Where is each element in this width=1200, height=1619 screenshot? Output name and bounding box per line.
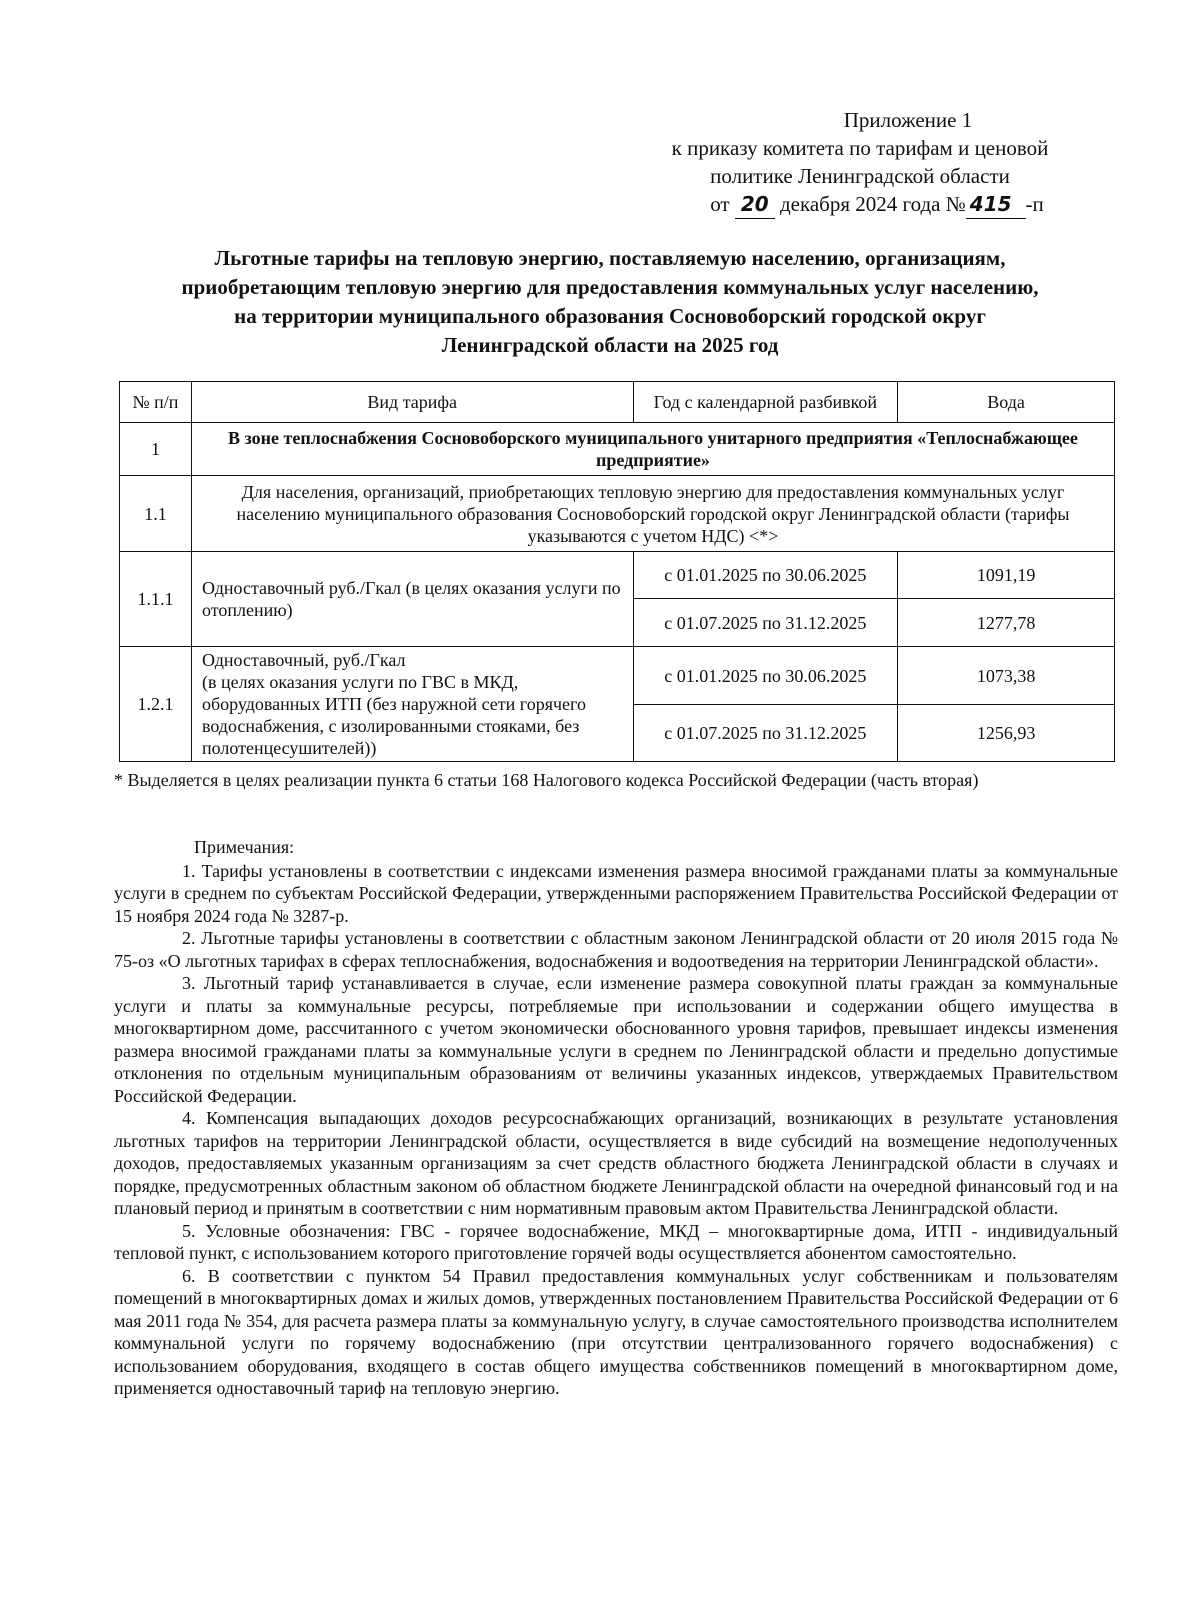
tariff-period: с 01.07.2025 по 31.12.2025 xyxy=(633,705,898,762)
tariff-period: с 01.01.2025 по 30.06.2025 xyxy=(633,647,898,705)
appendix-header xyxy=(600,106,1120,219)
row-num: 1.2.1 xyxy=(120,647,192,762)
note-item: 3. Льготный тариф устанавливается в случае, если изменение размера совокупной платы граждан за коммунальные услуги и платы за коммунальные ресурсы, потребляемые при использовании и содержании общего имущества в многоквартирном доме, рассчитанного с учетом экономически обоснованного уровня тарифов, превышает индексы изменения размера вносимой гражданами платы за коммунальные услуги в среднем по Ленинградской области и предельно допустимые отклонения по отдельным муниципальным образованиям от величины указанных индексов, утверждаемых Правительством Российской Федерации. xyxy=(114,973,1118,1106)
tariff-table xyxy=(119,381,1115,762)
supplier-zone: В зоне теплоснабжения Сосновоборского муниципального унитарного предприятия «Теплоснабжающее предприятие» xyxy=(191,423,1114,476)
note-item: 1. Тарифы установлены в соответствии с индексами изменения размера вносимой гражданами платы за коммунальные услуги в среднем по субъектам Российской Федерации, утвержденными распоряжением Правительства Российской Федерации от 15 ноября 2024 года № 3287-р. xyxy=(114,860,1118,926)
handwritten-order-number: 415 xyxy=(966,190,1026,219)
header-num: № п/п xyxy=(120,382,192,423)
table-row xyxy=(120,423,1115,476)
title-line: приобретающим тепловую энергию для предоставления коммунальных услуг населению, xyxy=(181,275,1039,299)
date-prefix: от xyxy=(710,192,730,216)
row-num: 1 xyxy=(120,423,192,476)
tariff-value: 1073,38 xyxy=(898,647,1115,705)
table-row xyxy=(120,552,1115,599)
notes-title: Примечания: xyxy=(194,837,295,857)
tariff-description xyxy=(191,647,633,762)
note-item: 2. Льготные тарифы установлены в соответствии с областным законом Ленинградской области от 20 июля 2015 года № 75-оз «О льготных тарифах в сферах теплоснабжения, водоснабжения и водоотведения на территории Ленинградской области». xyxy=(114,928,1118,971)
header-type: Вид тарифа xyxy=(191,382,633,423)
handwritten-day: 20 xyxy=(735,190,775,219)
note-item: 6. В соответствии с пунктом 54 Правил предоставления коммунальных услуг собственникам и пользователям помещений в многоквартирных домах и жилых домов, утвержденных постановлением Правительства Российской Федерации от 6 мая 2011 года № 354, для расчета размера платы за коммунальную услугу, в случае самостоятельного производства исполнителем коммунальной услуги по горячему водоснабжению (при отсутствии централизованного горячего водоснабжения) с использованием оборудования, входящего в состав общего имущества собственников помещений в многоквартирном доме, применяется одноставочный тариф на тепловую энергию. xyxy=(114,1265,1118,1398)
order-reference-line: к приказу комитета по тарифам и ценовой xyxy=(671,136,1049,160)
tariff-description-line: (в целях оказания услуги по ГВС в МКД, оборудованных ИТП (без наружной сети горячего водоснабжения, с изолированными стояками, без полотенцесушителей)) xyxy=(201,672,586,758)
title-line: Льготные тарифы на тепловую энергию, поставляемую населению, организациям, xyxy=(214,246,1006,270)
order-date-line xyxy=(600,190,1120,219)
tariff-period: с 01.07.2025 по 31.12.2025 xyxy=(633,599,898,647)
row-num: 1.1 xyxy=(120,476,192,552)
committee-line: политике Ленинградской области xyxy=(710,164,1010,188)
tariff-value: 1277,78 xyxy=(898,599,1115,647)
row-num: 1.1.1 xyxy=(120,552,192,647)
order-suffix: -п xyxy=(1025,192,1044,216)
date-middle: декабря 2024 года № xyxy=(779,192,966,216)
tariff-description: Одноставочный руб./Гкал (в целях оказания услуги по отоплению) xyxy=(191,552,633,647)
appendix-label: Приложение 1 xyxy=(843,108,973,132)
table-row xyxy=(120,647,1115,705)
notes-section xyxy=(114,836,1118,1400)
note-item: 5. Условные обозначения: ГВС - горячее водоснабжение, МКД – многоквартирные дома, ИТП - индивидуальный тепловой пункт, с использованием которого приготовление горячей воды осуществляется абонентом самостоятельно. xyxy=(114,1220,1118,1263)
header-period: Год с календарной разбивкой xyxy=(633,382,898,423)
tariff-value: 1256,93 xyxy=(898,705,1115,762)
title-line: Ленинградской области на 2025 год xyxy=(441,333,779,357)
title-line: на территории муниципального образования Сосновоборский городской округ xyxy=(234,304,986,328)
tariff-period: с 01.01.2025 по 30.06.2025 xyxy=(633,552,898,599)
consumer-group: Для населения, организаций, приобретающих тепловую энергию для предоставления коммунальных услуг населению муниципального образования Сосновоборский городской округ Ленинградской области (тарифы указываются с учетом НДС) <*> xyxy=(191,476,1114,552)
table-row xyxy=(120,476,1115,552)
document-title xyxy=(100,244,1120,360)
tariff-description-line: Одноставочный, руб./Гкал xyxy=(201,650,406,670)
note-item: 4. Компенсация выпадающих доходов ресурсоснабжающих организаций, возникающих в результате установления льготных тарифов на территории Ленинградской области, осуществляется в виде субсидий на возмещение недополученных доходов, предоставляемых указанным организациям за счет средств областного бюджета Ленинградской области в случаях и порядке, предусмотренных областным законом об областном бюджете Ленинградской области на очередной финансовый год и на плановый период и принятым в соответствии с ним нормативным правовым актом Правительства Ленинградской области. xyxy=(114,1108,1118,1218)
table-header-row xyxy=(120,382,1115,423)
header-water: Вода xyxy=(898,382,1115,423)
footnote: * Выделяется в целях реализации пункта 6 статьи 168 Налогового кодекса Российской Федерации (часть вторая) xyxy=(114,770,979,790)
tariff-value: 1091,19 xyxy=(898,552,1115,599)
